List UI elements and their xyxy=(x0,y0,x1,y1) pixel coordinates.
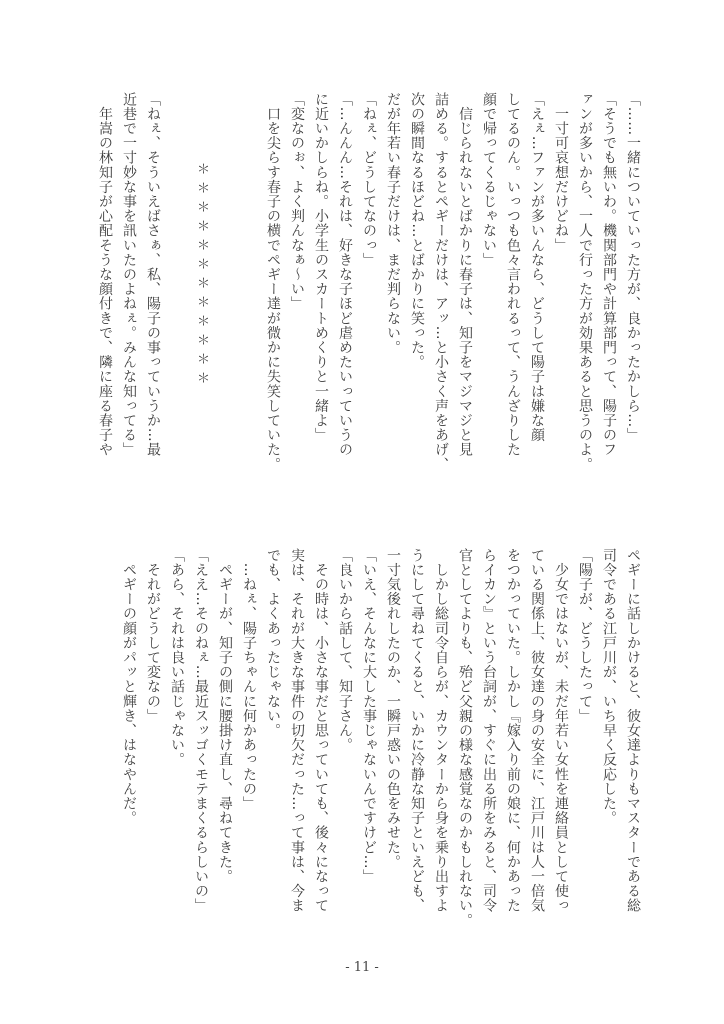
text-column: らイカン』という台詞が、すぐに出る所をみると、司令 xyxy=(481,548,497,913)
text-column: 官としてよりも、殆ど父親の様な感覚なのかもしれない。 xyxy=(457,548,473,928)
text-column: ペギーの顔がパッと輝き、はなやんだ。 xyxy=(121,548,137,826)
text-column: 「いえ、そんなに大した事じゃないんですけど…」 xyxy=(361,548,377,884)
text-column: 「ええ…そのねぇ…最近スッゴくモテまくるらしいの」 xyxy=(193,548,209,913)
text-column: 「あら、それは良い話じゃない。 xyxy=(169,548,185,767)
text-column: 実は、それが大きな事件の切欠だった…って事は、今ま xyxy=(289,548,305,913)
text-column: 「…んんん…それは、好きな子ほど虐めたいっていうの xyxy=(337,92,353,457)
text-column: …ねぇ、陽子ちゃんに何かあったの」 xyxy=(241,548,257,811)
text-column: その時は、小さな事だと思っていても、後々になって xyxy=(313,548,329,913)
text-column: 「陽子が、どうしたって」 xyxy=(577,548,593,724)
upper-text-block xyxy=(93,92,645,492)
text-column: 年嵩の林知子が心配そうな顔付きで、隣に座る春子や xyxy=(97,92,113,457)
text-column: に近いかしらね。小学生のスカートめくりと一緒よ」 xyxy=(313,92,329,443)
section-break: ＊＊＊＊＊＊＊＊＊＊＊＊ xyxy=(194,162,209,390)
text-column: だが年若い春子だけは、まだ判らない。 xyxy=(385,92,401,355)
text-column: ペギーに話しかけると、彼女達よりもマスターである総 xyxy=(625,548,641,913)
text-column: してるのん。いっつも色々言われるって、うんざりした xyxy=(505,92,521,457)
text-column: 少女ではないが、未だ年若い女性を連絡員として使っ xyxy=(553,548,569,913)
text-column: 「ねぇ、どうしてなのっ」 xyxy=(361,92,377,268)
text-column: 「ねぇ、そういえばさぁ、私、陽子の事っていうか…最 xyxy=(145,92,161,457)
text-column: 信じられないとばかりに春子は、知子をマジマジと見 xyxy=(457,92,473,457)
text-column: 近巷で一寸妙な事を訊いたのよねぇ。みんな知ってる」 xyxy=(121,92,137,457)
text-column: 顔で帰ってくるじゃない」 xyxy=(481,92,497,268)
text-column: 「変なのぉ、よく判んなぁ～い」 xyxy=(289,92,305,311)
text-column: それがどうして変なの」 xyxy=(145,548,161,724)
text-column: 「えぇ…ファンが多いんなら、どうして陽子は嫌な顔 xyxy=(529,92,545,443)
blank-column xyxy=(213,92,237,492)
text-column: ペギーが、知子の側に腰掛け直し、尋ねてきた。 xyxy=(217,548,233,884)
text-column: ている関係上、彼女達の身の安全に、江戸川は人一倍気 xyxy=(529,548,545,913)
text-column: をつかっていた。しかし『嫁入り前の娘に、何かあった xyxy=(505,548,521,913)
text-column: 一寸可哀想だけどね」 xyxy=(553,92,569,253)
text-column: 詰める。するとペギーだけは、アッ…と小さく声をあげ、 xyxy=(433,92,449,472)
text-column: ァンが多いから、一人で行った方が効果あると思うのよ。 xyxy=(577,92,593,472)
lower-text-block xyxy=(117,548,645,948)
text-column: 一寸気後れしたのか、一瞬戸惑いの色をみせた。 xyxy=(385,548,401,870)
text-column: うにして尋ねてくると、いかに冷静な知子といえども、 xyxy=(409,548,425,913)
blank-column xyxy=(237,92,261,492)
text-column: 司令である江戸川が、いち早く反応した。 xyxy=(601,548,617,826)
text-column: 「そうでも無いわ。機関部門や計算部門って、陽子のフ xyxy=(601,92,617,457)
text-column: でも、よくあったじゃない。 xyxy=(265,548,281,738)
page-number: - 11 - xyxy=(345,960,379,975)
text-column: しかし総司令自らが、カウンターから身を乗り出すよ xyxy=(433,548,449,913)
blank-column xyxy=(165,92,189,492)
text-column: 「……一緒についていった方が、良かったかしら…」 xyxy=(625,92,641,443)
text-column: 口を尖らす春子の横でペギー達が微かに失笑していた。 xyxy=(265,92,281,472)
text-column: 次の瞬間なるほどね…とばかりに笑った。 xyxy=(409,92,425,370)
text-column: 「良いから話して、知子さん。 xyxy=(337,548,353,753)
